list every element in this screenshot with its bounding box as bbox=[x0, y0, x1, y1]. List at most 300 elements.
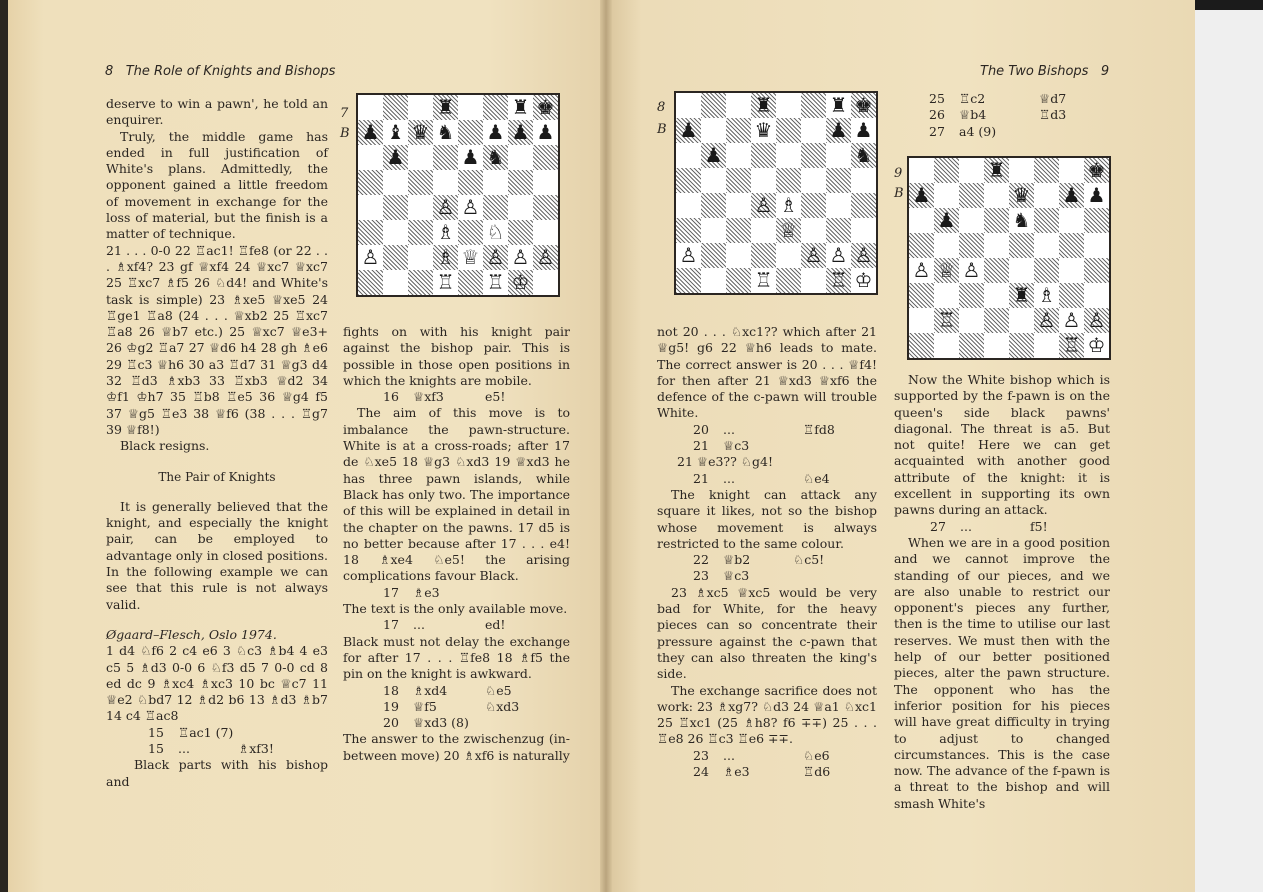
chess-piece: ♜ bbox=[751, 93, 776, 118]
chess-piece: ♟ bbox=[536, 120, 555, 144]
board-square bbox=[1034, 208, 1059, 233]
move: ♘xd3 bbox=[485, 698, 520, 714]
board-square bbox=[408, 145, 433, 170]
move-number: 15 bbox=[148, 724, 164, 740]
page-number: 8 bbox=[105, 64, 114, 79]
board-square bbox=[458, 220, 483, 245]
move: ed! bbox=[485, 617, 506, 633]
board-square bbox=[358, 220, 383, 245]
paragraph: Black parts with his bishop and bbox=[106, 757, 328, 789]
board-square bbox=[1009, 308, 1034, 333]
board-square bbox=[383, 170, 408, 195]
move-number: 17 bbox=[383, 584, 399, 600]
board-square bbox=[358, 195, 383, 220]
move: ... bbox=[723, 470, 735, 486]
board-square bbox=[751, 143, 776, 168]
move-line: 21 ♕e3?? ♘g4! bbox=[677, 454, 773, 470]
board-square bbox=[1059, 208, 1084, 233]
board-square bbox=[358, 170, 383, 195]
board-square bbox=[676, 143, 701, 168]
chess-piece: ♟ bbox=[854, 118, 873, 142]
board-square bbox=[909, 333, 934, 358]
paragraph: The exchange sacrifice does not work: 23 ♗xg7? ♘d3 24 ♕a1 ♘xc1 25 ♖xc1 (25 ♗h8? f6 ∓∓) 25 . . . ♖e8 26 ♖c3 ♖e6 ∓∓. bbox=[657, 682, 877, 747]
chess-piece: ♕ bbox=[934, 258, 959, 283]
move: ♕c3 bbox=[723, 568, 750, 584]
board-square bbox=[433, 170, 458, 195]
chess-piece: ♝ bbox=[386, 120, 405, 144]
chess-piece: ♟ bbox=[358, 120, 383, 145]
move: ♖d6 bbox=[803, 764, 831, 780]
paragraph: Black must not delay the exchange for after 17 . . . ♖fe8 18 ♗f5 the pin on the knight is awkward. bbox=[343, 633, 570, 682]
board-square bbox=[909, 208, 934, 233]
chess-piece: ♟ bbox=[1087, 183, 1106, 207]
board-square bbox=[826, 193, 851, 218]
board-square bbox=[1084, 208, 1109, 233]
board-square bbox=[776, 93, 801, 118]
right-column-2 bbox=[894, 372, 1110, 812]
board-square bbox=[383, 95, 408, 120]
move-number: 16 bbox=[383, 389, 399, 405]
board-square bbox=[909, 283, 934, 308]
chess-diagram-9 bbox=[907, 156, 1111, 360]
board-square bbox=[458, 170, 483, 195]
board-square bbox=[726, 118, 751, 143]
board-square bbox=[959, 183, 984, 208]
move: ♕d7 bbox=[1039, 91, 1067, 106]
right-page-header bbox=[980, 64, 1109, 79]
move-number: 25 bbox=[929, 91, 945, 106]
board-square bbox=[984, 233, 1009, 258]
left-column-1 bbox=[106, 96, 328, 790]
chess-piece: ♙ bbox=[912, 258, 931, 282]
chess-piece: ♚ bbox=[533, 95, 558, 120]
move-line bbox=[929, 107, 1099, 123]
move: a4 (9) bbox=[959, 123, 997, 139]
move-number: 19 bbox=[383, 698, 399, 714]
board-square bbox=[934, 183, 959, 208]
board-square bbox=[408, 95, 433, 120]
board-square bbox=[1059, 158, 1084, 183]
paragraph: Truly, the middle game has ended in full justification of White's plans. Admittedly, the opponent gained a little freedom of movement in exchange for the loss of material, but the finish is a matter of technique. bbox=[106, 128, 328, 242]
move-line bbox=[657, 552, 877, 568]
move-line bbox=[343, 617, 570, 633]
chess-piece: ♟ bbox=[508, 120, 533, 145]
board-square bbox=[826, 168, 851, 193]
board-square bbox=[1059, 233, 1084, 258]
board-square bbox=[1084, 258, 1109, 283]
move: ... bbox=[960, 518, 972, 534]
board-square bbox=[408, 170, 433, 195]
chess-piece: ♞ bbox=[851, 143, 876, 168]
move: ♖ac1 (7) bbox=[178, 724, 234, 740]
board-square bbox=[1084, 233, 1109, 258]
chess-piece: ♗ bbox=[436, 220, 455, 244]
chess-piece: ♙ bbox=[361, 245, 380, 269]
chess-piece: ♞ bbox=[483, 145, 508, 170]
chess-piece: ♙ bbox=[751, 193, 776, 218]
chess-piece: ♜ bbox=[984, 158, 1009, 183]
board-square bbox=[483, 195, 508, 220]
move-line bbox=[657, 438, 877, 454]
board-square bbox=[776, 168, 801, 193]
chess-piece: ♟ bbox=[701, 143, 726, 168]
paragraph: Now the White bishop which is supported by the f-pawn is on the queen's side black pawns' diagonal. The threat is a5. But not quite! Here we can get acquainted with another good attribute of the knight: it is excellent in supporting its own pawns during an attack. bbox=[894, 372, 1110, 518]
board-square bbox=[751, 168, 776, 193]
board-square bbox=[984, 308, 1009, 333]
board-square bbox=[726, 243, 751, 268]
board-square bbox=[801, 193, 826, 218]
board-square bbox=[851, 218, 876, 243]
chess-piece: ♞ bbox=[436, 120, 455, 144]
board-square bbox=[1034, 233, 1059, 258]
board-square bbox=[959, 308, 984, 333]
board-square bbox=[1009, 333, 1034, 358]
board-square bbox=[458, 270, 483, 295]
move-number: 27 bbox=[930, 518, 946, 534]
board-square bbox=[826, 143, 851, 168]
move-number: 18 bbox=[383, 682, 399, 698]
chess-piece: ♙ bbox=[1034, 308, 1059, 333]
chess-piece: ♗ bbox=[1037, 283, 1056, 307]
board-square bbox=[701, 268, 726, 293]
paragraph: The answer to the zwischenzug (in-between move) 20 ♗xf6 is naturally bbox=[343, 731, 570, 763]
chess-piece: ♙ bbox=[533, 245, 558, 270]
board-square bbox=[508, 195, 533, 220]
board-square bbox=[959, 158, 984, 183]
background-corner bbox=[1195, 0, 1263, 10]
board-square bbox=[1034, 158, 1059, 183]
board-square bbox=[984, 283, 1009, 308]
paragraph: deserve to win a pawn', he told an enquirer. bbox=[106, 96, 328, 128]
move-line bbox=[657, 764, 877, 780]
board-square bbox=[959, 208, 984, 233]
chess-piece: ♖ bbox=[486, 270, 505, 294]
chess-piece: ♙ bbox=[851, 243, 876, 268]
chess-piece: ♛ bbox=[408, 120, 433, 145]
move-number: 26 bbox=[929, 107, 945, 123]
move: ♗xf3! bbox=[238, 740, 274, 756]
board-square bbox=[751, 243, 776, 268]
board-square bbox=[383, 270, 408, 295]
chess-piece: ♕ bbox=[776, 218, 801, 243]
chess-piece: ♗ bbox=[779, 193, 798, 217]
board-square bbox=[508, 145, 533, 170]
chess-piece: ♟ bbox=[1059, 183, 1084, 208]
board-square bbox=[984, 183, 1009, 208]
move: ♕xf3 bbox=[413, 389, 444, 405]
chess-piece: ♘ bbox=[486, 220, 505, 244]
board-square bbox=[483, 95, 508, 120]
paragraph: The text is the only available move. bbox=[343, 601, 568, 617]
board-square bbox=[676, 218, 701, 243]
board-square bbox=[776, 143, 801, 168]
board-square bbox=[984, 333, 1009, 358]
board-square bbox=[676, 168, 701, 193]
board-square bbox=[701, 243, 726, 268]
paragraph: The aim of this move is to imbalance the pawn-structure. White is at a cross-roads; after 17 de ♘xe5 18 ♕g3 ♘xd3 19 ♕xd3 he has three pawn islands, while Black has only two. The importance of this will be explained in detail in the chapter on the pawns. 17 d5 is no better because after 17 . . . e4! 18 ♗xe4 ♘e5! the arising complications favour Black. bbox=[343, 405, 570, 584]
move: ♘e6 bbox=[803, 747, 830, 763]
move-number: 15 bbox=[148, 740, 164, 756]
chess-piece: ♔ bbox=[854, 268, 873, 292]
paragraph: 23 ♗xc5 ♕xc5 would be very bad for White, for the heavy pieces can so concentrate their pressure against the c-pawn that they can also threaten the king's side. bbox=[657, 584, 877, 682]
board-square bbox=[959, 283, 984, 308]
move: ♗e3 bbox=[723, 764, 750, 780]
move-line bbox=[343, 715, 570, 731]
board-square bbox=[1059, 283, 1084, 308]
move-number: 21 bbox=[693, 470, 709, 486]
chess-piece: ♞ bbox=[1012, 208, 1031, 232]
chess-piece: ♖ bbox=[1059, 333, 1084, 358]
board-square bbox=[701, 93, 726, 118]
left-page-header bbox=[105, 64, 335, 79]
board-square bbox=[1084, 283, 1109, 308]
board-square bbox=[533, 170, 558, 195]
move: ♘e5 bbox=[485, 682, 512, 698]
move: ... bbox=[723, 747, 735, 763]
chess-piece: ♙ bbox=[483, 245, 508, 270]
board-square bbox=[676, 193, 701, 218]
move: f5! bbox=[1030, 518, 1048, 534]
board-square bbox=[458, 120, 483, 145]
chess-piece: ♜ bbox=[829, 93, 848, 117]
move-number: 23 bbox=[693, 747, 709, 763]
chess-piece: ♛ bbox=[754, 118, 773, 142]
diagram-side: B bbox=[657, 122, 667, 137]
move-line bbox=[343, 585, 570, 601]
board-square bbox=[801, 218, 826, 243]
board-square bbox=[851, 193, 876, 218]
board-square bbox=[1009, 158, 1034, 183]
move-line bbox=[894, 519, 1110, 535]
move-line bbox=[343, 389, 570, 405]
board-square bbox=[801, 118, 826, 143]
chess-piece: ♖ bbox=[754, 268, 773, 292]
move: ♗xd4 bbox=[413, 682, 448, 698]
right-moves-top bbox=[929, 91, 1099, 140]
board-square bbox=[934, 283, 959, 308]
board-square bbox=[358, 95, 383, 120]
running-head: The Role of Knights and Bishops bbox=[125, 64, 336, 79]
chess-piece: ♛ bbox=[1009, 183, 1034, 208]
diagram-number: 8 bbox=[657, 100, 666, 115]
move-line bbox=[657, 422, 877, 438]
chess-piece: ♟ bbox=[383, 145, 408, 170]
board-square bbox=[358, 145, 383, 170]
board-square bbox=[533, 220, 558, 245]
move-number: 17 bbox=[383, 617, 399, 633]
board-square bbox=[909, 158, 934, 183]
diagram-side: B bbox=[340, 126, 350, 141]
move-line bbox=[657, 748, 877, 764]
chess-piece: ♟ bbox=[826, 118, 851, 143]
move-line bbox=[929, 91, 1099, 107]
chess-piece: ♙ bbox=[1062, 308, 1081, 332]
board-square bbox=[483, 170, 508, 195]
board-square bbox=[701, 118, 726, 143]
chess-piece: ♙ bbox=[962, 258, 981, 282]
board-square bbox=[508, 170, 533, 195]
move-line bbox=[343, 699, 570, 715]
board-square bbox=[726, 93, 751, 118]
chess-piece: ♙ bbox=[801, 243, 826, 268]
diagram-number: 9 bbox=[894, 166, 903, 181]
chess-piece: ♜ bbox=[433, 95, 458, 120]
chess-piece: ♚ bbox=[851, 93, 876, 118]
board-square bbox=[1009, 233, 1034, 258]
board-square bbox=[408, 220, 433, 245]
board-square bbox=[533, 270, 558, 295]
paragraph: The knight can attack any square it likes, not so the bishop whose movement is always restricted to the same colour. bbox=[657, 486, 877, 551]
chess-piece: ♔ bbox=[508, 270, 533, 295]
chess-piece: ♟ bbox=[486, 120, 505, 144]
move: ♕xd3 (8) bbox=[413, 715, 469, 731]
move-line bbox=[343, 683, 570, 699]
chess-diagram-7 bbox=[356, 93, 560, 297]
chess-piece: ♙ bbox=[679, 243, 698, 267]
move-list: 21 . . . 0-0 22 ♖ac1! ♖fe8 (or 22 . . . ♗xf4? 23 gf ♕xf4 24 ♕xc7 ♕xc7 25 ♖xc7 ♗f5 26 ♘d4! and White's task is simple) 23 ♗xe5 ♕xe5 24 ♖ge1 ♖a8 (24 . . . ♕xb2 25 ♖xc7 ♖a8 26 ♕b7 etc.) 25 ♕xc7 ♕e3+ 26 ♔g2 ♖a7 27 ♕d6 h4 28 gh ♗e6 29 ♖c3 ♕h6 30 a3 ♖d7 31 ♕g3 d4 32 ♖d3 ♗xb3 33 ♖xb3 ♕d2 34 ♔f1 ♔h7 35 ♖b8 ♖e5 36 ♕g4 f5 37 ♕g5 ♖e3 38 ♕f6 (38 . . . ♖g7 39 ♕f8!) bbox=[106, 242, 328, 437]
chess-piece: ♕ bbox=[461, 245, 480, 269]
section-heading: The Pair of Knights bbox=[158, 469, 276, 484]
board-square bbox=[959, 333, 984, 358]
chess-piece: ♔ bbox=[1087, 333, 1106, 357]
chess-piece: ♙ bbox=[511, 245, 530, 269]
board-square bbox=[1009, 258, 1034, 283]
chess-piece: ♗ bbox=[433, 245, 458, 270]
chess-piece: ♟ bbox=[461, 145, 480, 169]
chess-piece: ♖ bbox=[934, 308, 959, 333]
board-square bbox=[408, 245, 433, 270]
page-number: 9 bbox=[1100, 64, 1110, 79]
move-number: 27 bbox=[929, 123, 945, 139]
board-square bbox=[984, 258, 1009, 283]
board-square bbox=[676, 93, 701, 118]
move-number: 24 bbox=[693, 764, 709, 780]
move: ♕b4 bbox=[959, 107, 987, 123]
board-square bbox=[358, 270, 383, 295]
board-square bbox=[801, 143, 826, 168]
diagram-number: 7 bbox=[340, 106, 349, 121]
move: ... bbox=[178, 740, 190, 756]
move: ♘e4 bbox=[803, 470, 830, 486]
board-square bbox=[801, 168, 826, 193]
board-square bbox=[959, 233, 984, 258]
board-square bbox=[776, 268, 801, 293]
board-square bbox=[751, 218, 776, 243]
background-edge bbox=[1195, 0, 1263, 892]
board-square bbox=[726, 218, 751, 243]
move: ♕f5 bbox=[413, 698, 437, 714]
left-column-2 bbox=[343, 324, 570, 764]
move-number: 21 bbox=[693, 438, 709, 454]
board-square bbox=[934, 158, 959, 183]
board-square bbox=[701, 168, 726, 193]
chess-piece: ♙ bbox=[829, 243, 848, 267]
paragraph: It is generally believed that the knight, and especially the knight pair, can be employed to advantage only in closed positions. In the following example we can see that this rule is not always valid. bbox=[106, 498, 328, 612]
move-line bbox=[657, 471, 877, 487]
board-square bbox=[776, 243, 801, 268]
board-square bbox=[1059, 258, 1084, 283]
right-column-1 bbox=[657, 324, 877, 780]
paragraph: Black resigns. bbox=[120, 438, 210, 454]
board-square bbox=[934, 333, 959, 358]
board-square bbox=[801, 93, 826, 118]
board-square bbox=[701, 218, 726, 243]
move-number: 22 bbox=[693, 552, 709, 568]
board-square bbox=[851, 168, 876, 193]
board-square bbox=[726, 143, 751, 168]
move-line bbox=[106, 725, 328, 741]
board-square bbox=[533, 145, 558, 170]
move-number: 20 bbox=[383, 715, 399, 731]
move: ♖fd8 bbox=[803, 421, 835, 437]
move-line bbox=[929, 124, 1099, 140]
chess-piece: ♟ bbox=[909, 183, 934, 208]
board-square bbox=[676, 268, 701, 293]
running-head: The Two Bishops bbox=[980, 64, 1089, 79]
board-square bbox=[1034, 258, 1059, 283]
board-square bbox=[934, 233, 959, 258]
chess-piece: ♜ bbox=[511, 95, 530, 119]
board-square bbox=[726, 193, 751, 218]
board-square bbox=[533, 195, 558, 220]
paragraph: not 20 . . . ♘xc1?? which after 21 ♕g5! g6 22 ♕h6 leads to mate. The correct answer is 20 . . . ♕f4! for then after 21 ♕xd3 ♕xf6 the defence of the c-pawn will trouble White. bbox=[657, 324, 877, 421]
move: ♖c2 bbox=[959, 91, 986, 106]
move-number: 23 bbox=[693, 568, 709, 584]
chess-piece: ♙ bbox=[433, 195, 458, 220]
board-square bbox=[433, 145, 458, 170]
chess-piece: ♙ bbox=[461, 195, 480, 219]
board-square bbox=[408, 195, 433, 220]
paragraph: When we are in a good position and we cannot improve the standing of our pieces, and we are also unable to restrict our opponent's pieces any further, then is the time to utilise our last reserves. We must then with the help of our better positioned pieces, alter the pawn structure. The opponent who has the inferior position for his pieces will have great difficulty in trying to adjust to changed circumstances. This is the case now. The advance of the f-pawn is a threat to the bishop and will smash White's bbox=[894, 534, 1110, 811]
move: ♕b2 bbox=[723, 552, 751, 568]
board-square bbox=[408, 270, 433, 295]
chess-piece: ♙ bbox=[1084, 308, 1109, 333]
chess-piece: ♚ bbox=[1084, 158, 1109, 183]
board-square bbox=[383, 245, 408, 270]
move-line bbox=[106, 741, 328, 757]
move: ♘c5! bbox=[793, 552, 825, 568]
game-title: Øgaard–Flesch, Oslo 1974. bbox=[106, 626, 277, 642]
chess-diagram-8 bbox=[674, 91, 878, 295]
board-square bbox=[984, 208, 1009, 233]
move-number: 20 bbox=[693, 421, 709, 437]
chess-piece: ♟ bbox=[676, 118, 701, 143]
board-square bbox=[909, 308, 934, 333]
move: ♗e3 bbox=[413, 584, 440, 600]
chess-piece: ♖ bbox=[436, 270, 455, 294]
paragraph: fights on with his knight pair against the bishop pair. This is possible in those open positions in which the knights are mobile. bbox=[343, 324, 570, 388]
board-square bbox=[726, 168, 751, 193]
chess-piece: ♟ bbox=[934, 208, 959, 233]
move: ♕c3 bbox=[723, 438, 750, 454]
board-square bbox=[458, 95, 483, 120]
board-square bbox=[909, 233, 934, 258]
chess-piece: ♖ bbox=[826, 268, 851, 293]
move: e5! bbox=[485, 389, 506, 405]
book-gutter bbox=[600, 0, 612, 892]
board-square bbox=[726, 268, 751, 293]
board-square bbox=[701, 193, 726, 218]
diagram-side: B bbox=[894, 186, 904, 201]
move-line bbox=[657, 568, 877, 584]
move-list: 1 d4 ♘f6 2 c4 e6 3 ♘c3 ♗b4 4 e3 c5 5 ♗d3 0-0 6 ♘f3 d5 7 0-0 cd 8 ed dc 9 ♗xc4 ♗xc3 10 bc ♕c7 11 ♕e2 ♘bd7 12 ♗d2 b6 13 ♗d3 ♗b7 14 c4 ♖ac8 bbox=[106, 643, 328, 724]
move: ♖d3 bbox=[1039, 107, 1067, 123]
board-square bbox=[383, 195, 408, 220]
chess-piece: ♜ bbox=[1009, 283, 1034, 308]
board-square bbox=[383, 220, 408, 245]
board-square bbox=[1034, 333, 1059, 358]
move: ... bbox=[413, 617, 425, 633]
